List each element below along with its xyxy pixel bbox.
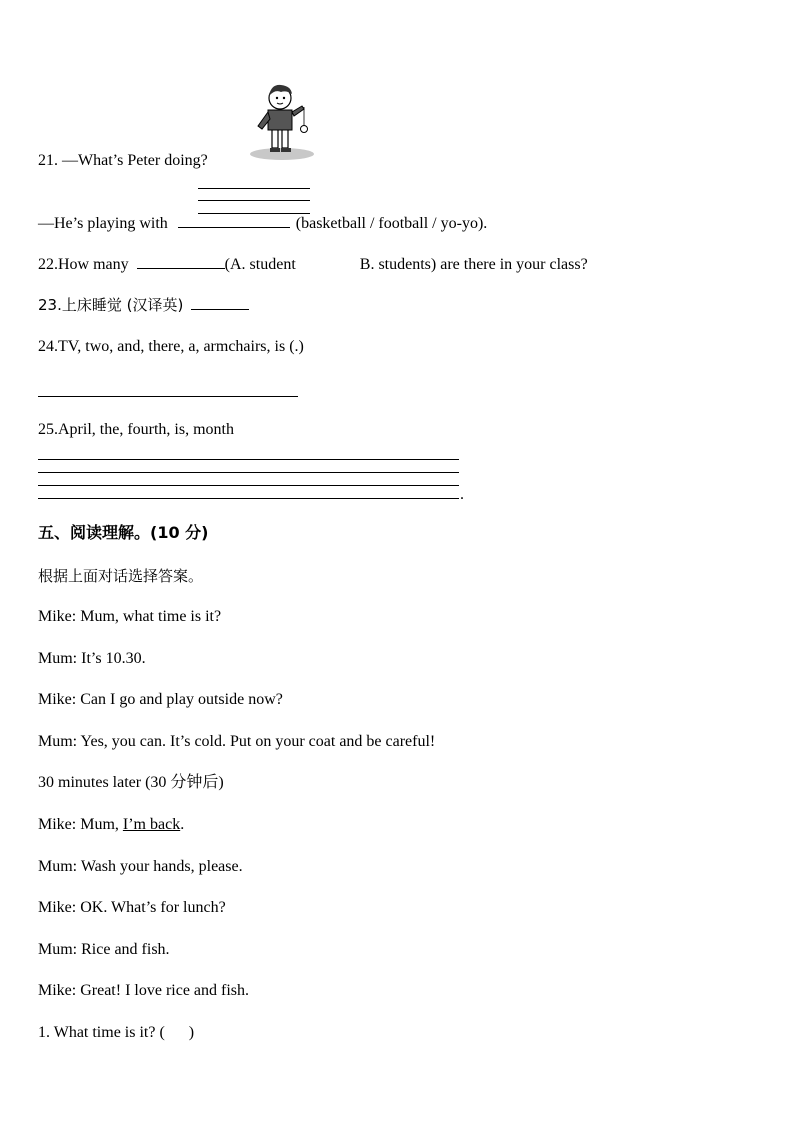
q25-end-mark: .: [460, 486, 464, 503]
dialogue-line: Mum: It’s 10.30.: [38, 650, 146, 667]
q23-blank[interactable]: [191, 295, 249, 310]
answer-line[interactable]: [198, 200, 310, 201]
q23: 23.上床睡觉 (汉译英): [38, 295, 249, 316]
dialogue-line: Mike: OK. What’s for lunch?: [38, 899, 226, 916]
q24-answer-line[interactable]: [38, 396, 298, 397]
section-heading: 五、阅读理解。(10 分): [38, 523, 209, 542]
q25-answer-line[interactable]: [38, 485, 459, 486]
dialogue-line: Mike: Mum, what time is it?: [38, 608, 222, 625]
dialogue-line: Mum: Rice and fish.: [38, 941, 170, 958]
q24: 24.TV, two, and, there, a, armchairs, is (.): [38, 338, 304, 355]
q22-blank[interactable]: [137, 254, 225, 269]
dialogue-line: Mike: Mum, I’m back.: [38, 816, 185, 833]
q21-question: 21. —What’s Peter doing?: [38, 152, 208, 169]
dialogue-line: Mum: Yes, you can. It’s cold. Put on your coat and be careful!: [38, 733, 436, 750]
q21-answer-row: —He’s playing with (basketball / football / yo-yo).: [38, 215, 488, 232]
dialogue-line: 30 minutes later (30 分钟后): [38, 774, 224, 791]
section-instruction: 根据上面对话选择答案。: [38, 567, 204, 585]
q25-answer-line[interactable]: [38, 459, 459, 460]
q22: 22.How many (A. student B. students) are there in your class?: [38, 256, 588, 273]
underlined-phrase: I’m back: [122, 816, 181, 833]
dialogue-line: Mike: Can I go and play outside now?: [38, 691, 283, 708]
boy-body: [268, 110, 292, 130]
dialogue-line: Mike: Great! I love rice and fish.: [38, 982, 250, 999]
dialogue-line: Mum: Wash your hands, please.: [38, 858, 243, 875]
q25-answer-line[interactable]: [38, 498, 459, 499]
q21-blank[interactable]: [178, 213, 290, 228]
question-1[interactable]: 1. What time is it? ( ): [38, 1024, 195, 1041]
boy-legs: [272, 128, 278, 148]
boy-yo-yo-illustration: [246, 82, 318, 162]
yo-yo: [301, 126, 308, 133]
answer-line[interactable]: [198, 188, 310, 189]
q25-answer-line[interactable]: [38, 472, 459, 473]
q25: 25.April, the, fourth, is, month: [38, 421, 234, 438]
